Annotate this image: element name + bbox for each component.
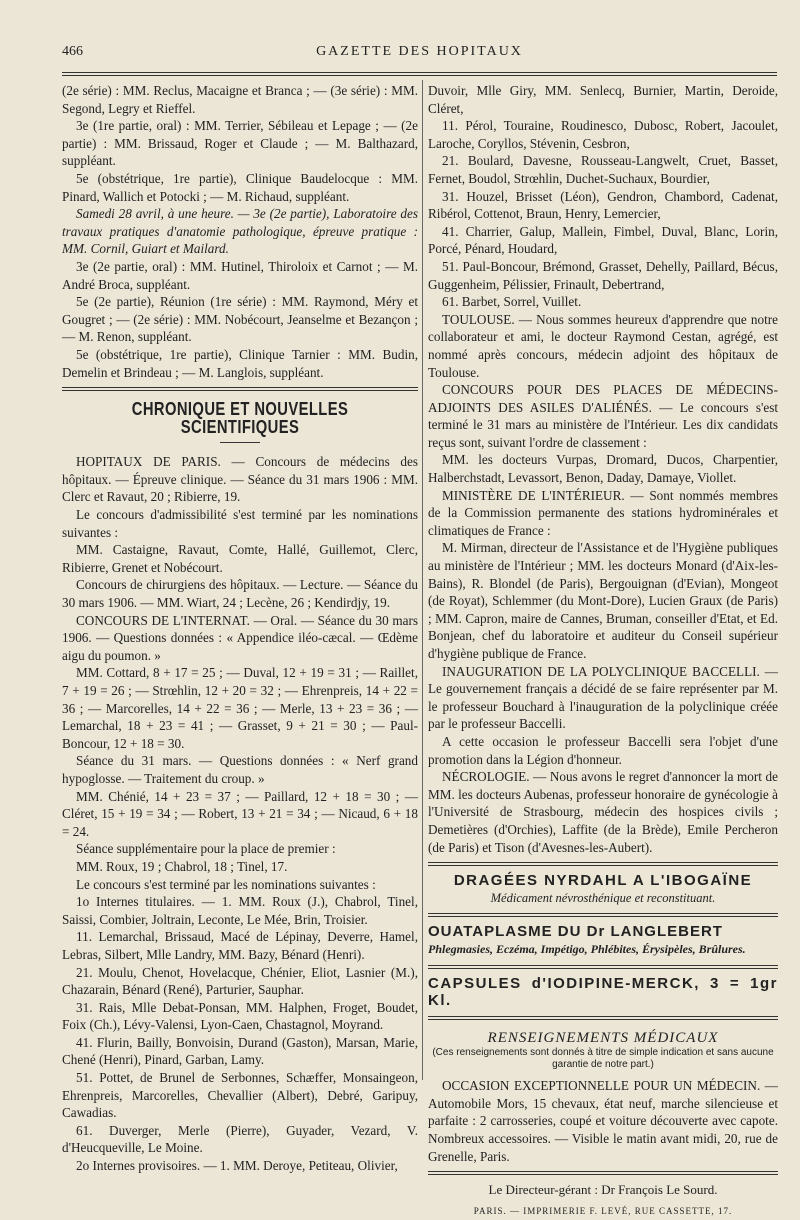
paragraph: Séance du 31 mars. — Questions données : « Nerf grand hypoglosse. — Traitement du croup. » <box>62 753 418 786</box>
paragraph: Le concours s'est terminé par les nominations suivantes : <box>76 876 376 892</box>
paragraph: TOULOUSE. — Nous sommes heureux d'apprendre que notre collaborateur et ami, le docteur Raymond Cestan, agrégé, est nommé après concours, médecin adjoint des hôpitaux de Toulouse. <box>428 311 778 380</box>
footer-rule <box>428 1171 778 1175</box>
ad-ouataplasme-title: OUATAPLASME DU Dr LANGLEBERT <box>428 923 723 941</box>
directeur-gerant: Le Directeur-gérant : Dr François Le Sourd. <box>488 1182 718 1198</box>
ad-ouataplasme-subtitle: Phlegmasies, Eczéma, Impétigo, Phlébites, Érysipèles, Brûlures. <box>428 941 746 956</box>
journal-title: GAZETTE DES HOPITAUX <box>316 44 523 59</box>
paragraph: CONCOURS POUR DES PLACES DE MÉDECINS-ADJOINTS DES ASILES D'ALIÉNÉS. — Le concours s'est terminé le 31 mars au ministère de l'Intérieur. Les dix candidats reçus sont, suivant l'ordre de classement : <box>428 382 778 450</box>
paragraph: 41. Flurin, Bailly, Bonvoisin, Durand (Gaston), Marsan, Marie, Chené (Henri), Pinard, Garban, Lamy. <box>62 1034 418 1068</box>
paragraph: MM. Castaigne, Ravaut, Comte, Hallé, Guillemot, Clerc, Ribierre, Grenet et Nobécourt. <box>62 542 418 575</box>
paragraph: 5e (obstétrique, 1re partie), Clinique Tarnier : MM. Budin, Demelin et Brindeau ; — M. Langlois, suppléant. <box>62 346 418 380</box>
paragraph: 1o Internes titulaires. — 1. MM. Roux (J.), Chabrol, Tinel, Saissi, Combier, Joltrain, Leconte, Le Mée, Brin, Troisier. <box>62 894 418 927</box>
paragraph: (2e série) : MM. Reclus, Macaigne et Branca ; — (3e série) : MM. Segond, Legry et Rieffel. <box>62 83 418 116</box>
section-title: CHRONIQUE ET NOUVELLES SCIENTIFIQUES <box>131 399 349 437</box>
paragraph: Concours de chirurgiens des hôpitaux. — Lecture. — Séance du 30 mars 1906. — MM. Wiart, 24 ; Lecène, 26 ; Kendirdjy, 19. <box>62 577 418 611</box>
paragraph: MM. Cottard, 8 + 17 = 25 ; — Duval, 12 + 19 = 31 ; — Raillet, 7 + 19 = 26 ; — Strœhlin, 12 + 20 = 32 ; — Ehrenpreis, 14 + 22 = 36 ; — Marcorelles, 14 + 22 = 36 ; — Merle, 13 + 23 = 36 ; — Lemarchal, 18 + 23 = 41 ; — Grasset, 9 + 21 = 30 ; — Paul-Boncour, 12 + 18 = 30. <box>62 665 418 751</box>
paragraph: Samedi 28 avril, à une heure. — 3e (2e partie), Laboratoire des travaux pratiques d'anatomie pathologique, épreuve pratique : MM. Cornil, Guiart et Mailard. <box>62 206 418 257</box>
paragraph: 3e (1re partie, oral) : MM. Terrier, Sébileau et Lepage ; — (2e partie) : MM. Brissaud, Roger et Claude ; — M. Balthazard, suppléant. <box>62 118 418 169</box>
paragraph: 31. Houzel, Brisset (Léon), Gendron, Chambord, Cadenat, Ribérol, Cottenot, Braun, Henry, Lemercier, <box>428 188 778 222</box>
column-separator <box>422 80 423 1080</box>
paragraph: HOPITAUX DE PARIS. — Concours de médecins des hôpitaux. — Épreuve clinique. — Séance du 31 mars 1906 : MM. Clerc et Ravaut, 20 ; Ribierre, 19. <box>62 454 418 505</box>
paragraph: NÉCROLOGIE. — Nous avons le regret d'annoncer la mort de MM. les docteurs Aubenas, professeur honoraire de gynécologie à l'Université de Strasbourg, médecin des hospices civils ; Demetières (d'Orchies), Laffite (de la Brède), Emile Percheron (de Paris) et Tison (d'Avesnes-les-Aubert). <box>428 769 778 855</box>
paragraph: 51. Paul-Boncour, Brémond, Grasset, Dehelly, Paillard, Bécus, Guggenheim, Pélissier, Frinault, Debertrand, <box>428 258 778 292</box>
paragraph: 5e (obstétrique, 1re partie), Clinique Baudelocque : MM. Pinard, Wallich et Potocki ; — M. Richaud, suppléant. <box>62 170 418 204</box>
paragraph: Séance supplémentaire pour la place de premier : <box>76 841 336 857</box>
left-column <box>62 82 418 1175</box>
paragraph: Le concours d'admissibilité s'est terminé par les nominations suivantes : <box>62 507 418 540</box>
ad-rule <box>428 913 778 917</box>
ad-rule <box>428 1016 778 1020</box>
paragraph: MM. les docteurs Vurpas, Dromard, Ducos, Charpentier, Halberchstadt, Levassort, Benon, Daday, Damaye, Viollet. <box>428 452 778 486</box>
paragraph: MM. Chénié, 14 + 23 = 37 ; — Paillard, 12 + 18 = 30 ; — Cléret, 15 + 19 = 34 ; — Robert, 13 + 21 = 34 ; — Nicaud, 6 + 18 = 24. <box>62 788 418 839</box>
paragraph: 5e (2e partie), Réunion (1re série) : MM. Raymond, Méry et Gougret ; — (2e série) : MM. Nobécourt, Jeanselme et Bezançon ; — M. Renon, suppléant. <box>62 294 418 345</box>
paragraph: OCCASION EXCEPTIONNELLE POUR UN MÉDECIN. — Automobile Mors, 15 chevaux, état neuf, marche silencieuse et parfaite : 2 carrosseries, coupé et voiture découverte avec capote. Nombreux accessoires. — Visible le matin avant midi, 20, rue de Grenelle, Paris. <box>428 1078 778 1164</box>
paragraph: 21. Boulard, Davesne, Rousseau-Langwelt, Cruet, Basset, Fernet, Boudol, Strœhlin, Duchet-Suchaux, Bourdier, <box>428 153 778 186</box>
paragraph: MM. Roux, 19 ; Chabrol, 18 ; Tinel, 17. <box>76 858 288 874</box>
ad-dragees-title: DRAGÉES NYRDAHL A L'IBOGAÏNE <box>453 872 753 890</box>
paragraph: 11. Lemarchal, Brissaud, Macé de Lépinay, Deverre, Hamel, Lebras, Silbert, Mlle Landry, MM. Bazy, Bénard (Henri). <box>62 929 418 962</box>
paragraph: M. Mirman, directeur de l'Assistance et de l'Hygiène publiques au ministère de l'Intérieur ; MM. les docteurs Monard (d'Aix-les-Bains), R. Blondel (de Paris), Bergouignan (d'Evian), Mongeot (de Royat), Schlemmer (du Mont-Dore), Lucien Graux (de Paris) ; MM. Capron, maire de Cannes, Bruman, conseiller d'Etat, et Ed. Bonjean, chef du laboratoire et auditeur du Conseil supérieur d'hygiène publique de France. <box>428 540 778 661</box>
renseignements-note: (Ces renseignements sont donnés à titre de simple indication et sans aucune garantie de notre part.) <box>432 1047 774 1071</box>
paragraph: 11. Pérol, Touraine, Roudinesco, Dubosc, Robert, Jacoulet, Laroche, Coryllos, Stévenin, Cesbron, <box>428 118 778 151</box>
paragraph: CONCOURS DE L'INTERNAT. — Oral. — Séance du 30 mars 1906. — Questions données : « Appendice iléo-cæcal. — Œdème aigu du poumon. » <box>62 612 418 663</box>
header-rule-2 <box>62 75 777 76</box>
paragraph: MINISTÈRE DE L'INTÉRIEUR. — Sont nommés membres de la Commission permanente des stations hydrominérales et climatiques de France : <box>428 487 778 538</box>
paragraph: INAUGURATION DE LA POLYCLINIQUE BACCELLI. — Le gouvernement français a décidé de se faire représenter par M. le professeur Bouchard à l'inauguration de la polyclinique créée par le professeur Baccelli. <box>428 663 778 732</box>
section-rule <box>62 387 418 391</box>
paragraph: 2o Internes provisoires. — 1. MM. Deroye, Petiteau, Olivier, <box>76 1158 398 1174</box>
right-column <box>428 82 778 1220</box>
ad-rule <box>428 965 778 969</box>
paragraph: A cette occasion le professeur Baccelli sera l'objet d'une promotion dans la Légion d'honneur. <box>428 733 778 767</box>
paragraph: Duvoir, Mlle Giry, MM. Senlecq, Burnier, Martin, Deroide, Cléret, <box>428 83 778 116</box>
imprint: PARIS. — IMPRIMERIE F. LEVÉ, RUE CASSETTE, 17. <box>473 1205 733 1216</box>
paragraph: 21. Moulu, Chenot, Hovelacque, Chénier, Eliot, Lasnier (M.), Chazarain, Bénard (René), Parturier, Sauphar. <box>62 964 418 998</box>
header-rule <box>62 72 777 73</box>
ad-capsules-title: CAPSULES d'IODIPINE-MERCK, 3 = 1gr Kl. <box>428 974 778 1010</box>
renseignements-title: RENSEIGNEMENTS MÉDICAUX <box>487 1029 719 1046</box>
paragraph: 61. Duverger, Merle (Pierre), Guyader, Vezard, V. d'Heucqueville, Le Moine. <box>62 1122 418 1156</box>
paragraph: 41. Charrier, Galup, Mallein, Fimbel, Duval, Blanc, Lorin, Porcé, Pénard, Houdard, <box>428 223 778 257</box>
paragraph: 51. Pottet, de Brunel de Serbonnes, Schæffer, Monsaingeon, Ehrenpreis, Marcorelles, Chevallier (Albert), Debré, Garipuy, Cawadias. <box>62 1070 418 1121</box>
page-header <box>62 44 777 68</box>
ad-rule <box>428 862 778 866</box>
paragraph: 3e (2e partie, oral) : MM. Hutinel, Thiroloix et Carnot ; — M. André Broca, suppléant. <box>62 258 418 292</box>
paragraph: 61. Barbet, Sorrel, Vuillet. <box>442 294 582 310</box>
short-rule <box>220 442 260 443</box>
ad-dragees-subtitle: Médicament névrosthénique et reconstituant. <box>490 890 716 905</box>
page-number: 466 <box>62 44 83 59</box>
paragraph: 31. Rais, Mlle Debat-Ponsan, MM. Halphen, Froget, Boudet, Foix (Ch.), Lévy-Valensi, Lyon-Caen, Chastagnol, Moyrand. <box>62 999 418 1033</box>
